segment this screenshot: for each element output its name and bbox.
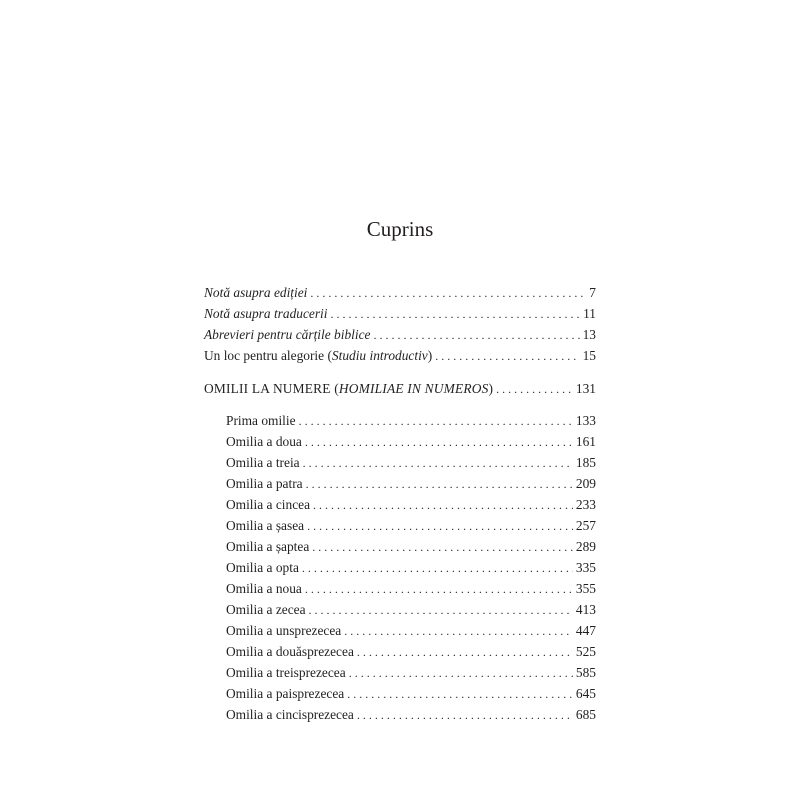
dot-leader (306, 477, 573, 492)
toc-entry-label: Omilia a zecea (226, 602, 306, 617)
toc-entry-label: Abrevieri pentru cărțile biblice (204, 327, 371, 342)
toc-entry-label: Prima omilie (226, 413, 296, 428)
toc-page-number: 7 (589, 285, 596, 300)
dot-leader (435, 349, 579, 364)
toc-page-number: 645 (575, 686, 596, 701)
toc-entry-label: Omilia a paisprezecea (226, 686, 345, 701)
homily-list (204, 413, 596, 728)
toc-section-label-italic: HOMILIAE IN NUMEROS (338, 381, 489, 396)
dot-leader (496, 382, 573, 397)
toc-entry-homily[interactable] (204, 581, 596, 602)
toc-entry-label: Omilia a patra (226, 476, 303, 491)
dot-leader (307, 519, 573, 534)
toc-entry-label-part: ) (427, 348, 433, 363)
toc-entry-homily[interactable] (204, 497, 596, 518)
toc-entry-label: Omilia a doua (226, 434, 302, 449)
dot-leader (347, 687, 573, 702)
table-of-contents (204, 285, 596, 728)
toc-section-label-part: OMILII LA NUMERE ( (204, 381, 339, 396)
dot-leader (303, 456, 573, 471)
toc-entry-label: Omilia a cincisprezecea (226, 707, 354, 722)
toc-entry-label: Notă asupra ediției (204, 285, 308, 300)
toc-page-number: 209 (575, 476, 596, 491)
toc-entry-label-italic: Studiu introductiv (331, 348, 428, 363)
toc-entry-label: Notă asupra traducerii (204, 306, 328, 321)
toc-page-number: 131 (575, 381, 596, 396)
toc-page-number: 233 (575, 497, 596, 512)
page-title: Cuprins (366, 217, 434, 241)
toc-entry-homily[interactable] (204, 518, 596, 539)
toc-page-number: 335 (575, 560, 596, 575)
toc-page-number: 447 (575, 623, 596, 638)
toc-entry-label (204, 348, 432, 364)
toc-entry-homily[interactable] (204, 623, 596, 644)
toc-entry-studiu-introductiv[interactable] (204, 348, 596, 369)
toc-entry-label: Omilia a șaptea (226, 539, 310, 554)
toc-entry-homily[interactable] (204, 644, 596, 665)
dot-leader (309, 603, 573, 618)
toc-entry-label-part: Un loc pentru alegorie ( (204, 348, 332, 363)
dot-leader (344, 624, 573, 639)
toc-entry-label: Omilia a cincea (226, 497, 311, 512)
dot-leader (310, 286, 586, 301)
toc-page-number: 15 (582, 348, 596, 363)
toc-section-label-part: ) (488, 381, 494, 396)
toc-page-number: 161 (575, 434, 596, 449)
toc-entry-label: Omilia a treia (226, 455, 300, 470)
dot-leader (357, 708, 573, 723)
dot-leader (305, 582, 573, 597)
toc-entry-homily[interactable] (204, 602, 596, 623)
toc-entry-nota-editiei[interactable] (204, 285, 596, 306)
toc-section-omilii[interactable] (204, 381, 596, 402)
toc-page-number: 685 (575, 707, 596, 722)
toc-entry-label: Omilia a unsprezecea (226, 623, 342, 638)
toc-entry-label: Omilia a douăsprezecea (226, 644, 354, 659)
toc-page-number: 355 (575, 581, 596, 596)
toc-entry-label: Omilia a șasea (226, 518, 305, 533)
toc-entry-label: Omilia a treisprezecea (226, 665, 346, 680)
toc-entry-label: Omilia a noua (226, 581, 302, 596)
dot-leader (313, 498, 573, 513)
toc-entry-homily[interactable] (204, 413, 596, 434)
toc-entry-homily[interactable] (204, 665, 596, 686)
toc-page-number: 413 (575, 602, 596, 617)
toc-page-number: 11 (583, 306, 596, 321)
toc-page-number: 133 (575, 413, 596, 428)
dot-leader (331, 307, 581, 322)
toc-entry-homily[interactable] (204, 560, 596, 581)
dot-leader (349, 666, 573, 681)
dot-leader (299, 414, 573, 429)
dot-leader (357, 645, 573, 660)
toc-entry-abrevieri[interactable] (204, 327, 596, 348)
toc-entry-homily[interactable] (204, 539, 596, 560)
dot-leader (312, 540, 573, 555)
dot-leader (373, 328, 579, 343)
dot-leader (305, 435, 573, 450)
toc-page-number: 257 (575, 518, 596, 533)
toc-entry-homily[interactable] (204, 686, 596, 707)
toc-entry-homily[interactable] (204, 455, 596, 476)
toc-section-label (204, 381, 493, 397)
toc-page-number: 13 (582, 327, 596, 342)
toc-entry-homily[interactable] (204, 707, 596, 728)
toc-entry-homily[interactable] (204, 434, 596, 455)
toc-entry-nota-traducerii[interactable] (204, 306, 596, 327)
toc-page-number: 585 (575, 665, 596, 680)
toc-page-number: 289 (575, 539, 596, 554)
toc-page-number: 185 (575, 455, 596, 470)
toc-page-number: 525 (575, 644, 596, 659)
toc-entry-label: Omilia a opta (226, 560, 299, 575)
dot-leader (302, 561, 573, 576)
toc-entry-homily[interactable] (204, 476, 596, 497)
